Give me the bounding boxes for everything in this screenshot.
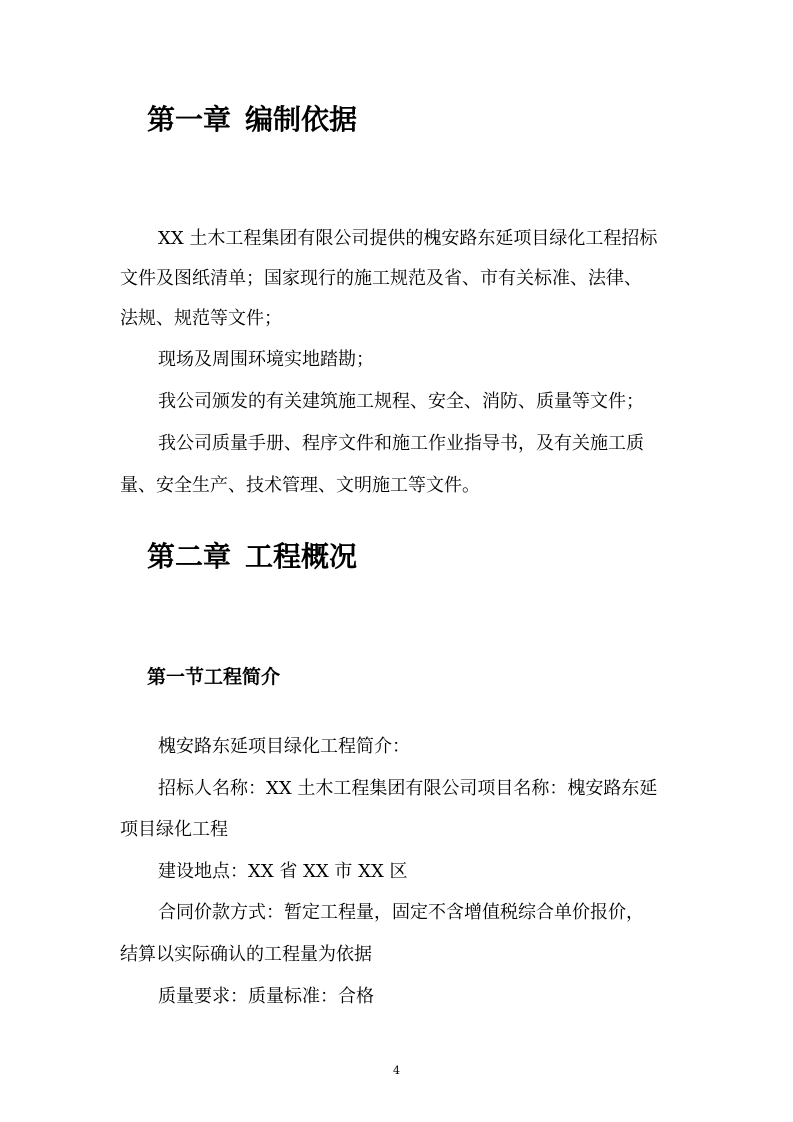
chapter-2-heading [147, 539, 357, 575]
chapter-1-paragraph-1-line-1: XX 土木工程集团有限公司提供的槐安路东延项目绿化工程招标 [158, 228, 658, 249]
tender-info-line-1: 招标人名称：XX 土木工程集团有限公司项目名称：槐安路东延 [158, 778, 658, 799]
chapter-1-heading [147, 102, 357, 138]
chapter-1-prefix: 第一章 [147, 103, 232, 136]
contract-price-line-2: 结算以实际确认的工程量为依据 [120, 944, 372, 965]
chapter-1-paragraph-2: 现场及周围环境实地踏勘； [158, 349, 374, 370]
quality-requirement: 质量要求：质量标准：合格 [158, 986, 374, 1007]
chapter-2-prefix: 第二章 [147, 540, 232, 573]
chapter-1-paragraph-4-line-1: 我公司质量手册、程序文件和施工作业指导书，及有关施工质 [158, 433, 644, 454]
page-number: 4 [393, 1064, 400, 1077]
chapter-1-title: 编制依据 [245, 103, 358, 136]
contract-price-line-1: 合同价款方式：暂定工程量，固定不含增值税综合单价报价， [158, 902, 644, 923]
construction-location: 建设地点：XX 省 XX 市 XX 区 [158, 861, 408, 882]
chapter-1-paragraph-1-line-3: 法规、规范等文件； [120, 308, 282, 329]
chapter-1-paragraph-3: 我公司颁发的有关建筑施工规程、安全、消防、质量等文件； [158, 391, 644, 412]
section-1-heading: 第一节工程简介 [147, 666, 281, 688]
section-1-intro: 槐安路东延项目绿化工程简介： [158, 736, 410, 757]
chapter-1-paragraph-1-line-2: 文件及图纸清单；国家现行的施工规范及省、市有关标准、法律、 [120, 268, 642, 289]
chapter-2-title: 工程概况 [245, 540, 358, 573]
chapter-1-paragraph-4-line-2: 量、安全生产、技术管理、文明施工等文件。 [120, 475, 480, 496]
tender-info-line-2: 项目绿化工程 [120, 819, 228, 840]
